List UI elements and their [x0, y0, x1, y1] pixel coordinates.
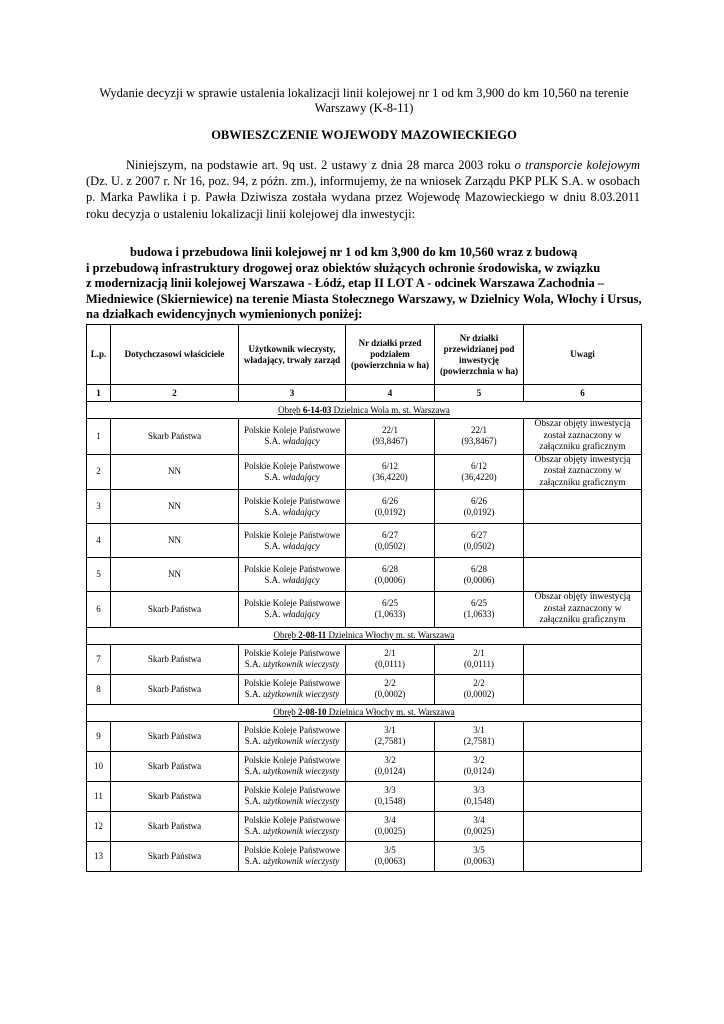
- cell-lp: 5: [87, 558, 111, 592]
- intro-text-2: (Dz. U. z 2007 r. Nr 16, poz. 94, z późn. zm.), informujemy, że na wniosek Zarządu PKP PLK S.A. w osobach p. Marka Pawlika i p. Pawła Dziwisza została wydana przez Wojewodę Mazowieckiego w dniu 8.03.2011 roku decyzja o ustaleniu lokalizacji linii kolejowej dla inwestycji:: [86, 174, 640, 221]
- table-row: [87, 751, 642, 781]
- cell-parcel-before: [346, 454, 435, 490]
- user-company: Polskie Koleje Państwowe: [244, 425, 340, 436]
- parcel-after-area: (0,0502): [463, 540, 495, 551]
- parcel-after-area: (0,0006): [463, 574, 495, 585]
- parcel-before-number: 3/1: [384, 725, 396, 735]
- parcel-before-area: (2,7581): [374, 736, 406, 746]
- parcel-after-area: (0,0124): [463, 766, 495, 776]
- parcel-after-area: (0,0063): [463, 856, 495, 866]
- table-row: [87, 781, 642, 811]
- cell-note: Obszar objęty inwestycją został zaznaczony w załączniku graficznym: [524, 454, 642, 490]
- cell-user: [239, 751, 346, 781]
- parcel-before-number: 6/25: [381, 598, 398, 609]
- cell-parcel-before: [346, 751, 435, 781]
- cell-parcel-after: [435, 841, 524, 871]
- user-company-suffix: S.A.: [264, 471, 281, 482]
- cell-owner: NN: [111, 524, 239, 558]
- header-line-1: Wydanie decyzji w sprawie ustalenia lokalizacji linii kolejowej nr 1 od km 3,900 do km 10,560 na terenie: [99, 86, 629, 100]
- user-company: Polskie Koleje Państwowe: [244, 460, 340, 471]
- user-company: Polskie Koleje Państwowe: [244, 563, 340, 574]
- user-company-suffix: S.A.: [264, 609, 281, 620]
- user-company: Polskie Koleje Państwowe: [244, 529, 340, 540]
- parcel-after-area: (2,7581): [463, 736, 495, 746]
- parcel-after-area: (36,4220): [461, 471, 497, 482]
- area-cell: [87, 627, 642, 644]
- user-role: użytkownik wieczysty: [263, 856, 340, 866]
- user-role-line: [239, 689, 345, 700]
- cell-owner: Skarb Państwa: [111, 644, 239, 674]
- subject-line-4: Miedniewice (Skierniewice) na terenie Miasta Stołecznego Warszawy, w Dzielnicy Wola, Włochy i Ursus,: [86, 291, 642, 306]
- parcel-after-area: (0,0192): [463, 506, 495, 517]
- cell-user: [239, 644, 346, 674]
- user-company-suffix: S.A.: [244, 856, 261, 866]
- parcel-after-number: 6/12: [470, 460, 487, 471]
- user-company: Polskie Koleje Państwowe: [244, 755, 340, 765]
- parcel-before-number: 3/2: [384, 755, 396, 765]
- area-cell: [87, 402, 642, 419]
- col-number: 4: [346, 385, 435, 402]
- parcel-after-number: 2/2: [473, 678, 485, 688]
- user-company-suffix: S.A.: [244, 796, 261, 806]
- table-header-row: [87, 325, 642, 385]
- cell-parcel-before: [346, 811, 435, 841]
- parcel-before-number: 3/3: [384, 785, 396, 795]
- cell-owner: Skarb Państwa: [111, 674, 239, 704]
- header-line-2: Warszawy (K-8-11): [314, 101, 414, 115]
- user-company: Polskie Koleje Państwowe: [244, 598, 340, 609]
- cell-parcel-before: [346, 781, 435, 811]
- area-district: Dzielnica Włochy m. st. Warszawa: [326, 707, 455, 717]
- table-row: [87, 674, 642, 704]
- user-role-line: [239, 472, 345, 483]
- header-lp: L.p.: [87, 325, 111, 385]
- user-role-line: [239, 796, 345, 807]
- parcel-before-number: 6/26: [381, 495, 398, 506]
- subject-line-3: z modernizacją linii kolejowej Warszawa - Łódź, etap II LOT A - odcinek Warszawa Zachodnia –: [86, 276, 605, 291]
- cell-parcel-after: [435, 490, 524, 524]
- parcel-before-area: (0,0192): [374, 506, 406, 517]
- user-role: użytkownik wieczysty: [263, 659, 340, 669]
- user-company-suffix: S.A.: [264, 436, 281, 447]
- parcel-after-number: 2/1: [473, 648, 485, 658]
- cell-note: [524, 721, 642, 751]
- user-company: Polskie Koleje Państwowe: [244, 678, 340, 688]
- document-header: [86, 86, 642, 116]
- user-company-suffix: S.A.: [264, 506, 281, 517]
- area-district: Dzielnica Wola m. st. Warszawa: [331, 404, 450, 415]
- cell-parcel-before: [346, 592, 435, 628]
- table-row: [87, 721, 642, 751]
- user-company: Polskie Koleje Państwowe: [244, 495, 340, 506]
- cell-parcel-before: [346, 721, 435, 751]
- area-prefix: Obręb: [278, 404, 303, 415]
- cell-parcel-after: [435, 558, 524, 592]
- user-role: użytkownik wieczysty: [263, 826, 340, 836]
- header-user: Użytkownik wieczysty, władający, trwały zarząd: [239, 325, 346, 385]
- user-role-line: [239, 609, 345, 620]
- header-owners: Dotychczasowi właściciele: [111, 325, 239, 385]
- parcel-before-area: (0,0006): [374, 574, 406, 585]
- header-parcel-after: Nr działki przewidzianej pod inwestycję (powierzchnia w ha): [435, 325, 524, 385]
- user-company-suffix: S.A.: [264, 540, 281, 551]
- area-cell: [87, 704, 642, 721]
- cell-owner: Skarb Państwa: [111, 419, 239, 455]
- cell-note: [524, 674, 642, 704]
- cell-parcel-after: [435, 644, 524, 674]
- cell-user: [239, 454, 346, 490]
- header-parcel-before: Nr działki przed podziałem (powierzchnia w ha): [346, 325, 435, 385]
- user-role: władający: [282, 574, 320, 585]
- area-code: 6-14-03: [302, 404, 332, 415]
- cell-note: [524, 841, 642, 871]
- col-number: 2: [111, 385, 239, 402]
- cell-owner: Skarb Państwa: [111, 592, 239, 628]
- cell-note: [524, 644, 642, 674]
- parcel-after-area: (0,1548): [463, 796, 495, 806]
- parcel-before-number: 3/4: [384, 815, 396, 825]
- user-role-line: [239, 541, 345, 552]
- user-company-suffix: S.A.: [244, 826, 261, 836]
- page-title: OBWIESZCZENIE WOJEWODY MAZOWIECKIEGO: [211, 128, 517, 142]
- cell-parcel-after: [435, 751, 524, 781]
- cell-user: [239, 674, 346, 704]
- cell-parcel-before: [346, 841, 435, 871]
- parcel-after-number: 6/25: [470, 598, 487, 609]
- parcel-before-area: (0,0111): [374, 659, 406, 669]
- subject-line-5: na działkach ewidencyjnych wymienionych poniżej:: [86, 307, 363, 322]
- cell-user: [239, 811, 346, 841]
- col-number: 5: [435, 385, 524, 402]
- parcel-before-number: 6/28: [381, 563, 398, 574]
- cell-user: [239, 490, 346, 524]
- user-company: Polskie Koleje Państwowe: [244, 815, 340, 825]
- table-row: [87, 490, 642, 524]
- cell-note: [524, 490, 642, 524]
- cell-owner: NN: [111, 490, 239, 524]
- table-row: [87, 811, 642, 841]
- cell-user: [239, 721, 346, 751]
- cell-parcel-before: [346, 490, 435, 524]
- user-company: Polskie Koleje Państwowe: [244, 845, 340, 855]
- cell-lp: 11: [87, 781, 111, 811]
- user-role: władający: [282, 436, 320, 447]
- area-row: [87, 704, 642, 721]
- cell-user: [239, 558, 346, 592]
- user-role-line: [239, 826, 345, 837]
- parcel-before-area: (0,0124): [374, 766, 406, 776]
- cell-note: [524, 558, 642, 592]
- user-company-suffix: S.A.: [244, 766, 261, 776]
- cell-parcel-after: [435, 524, 524, 558]
- subject-line-2: i przebudową infrastruktury drogowej oraz obiektów służących ochronie środowiska, w związku: [86, 260, 601, 275]
- user-company-suffix: S.A.: [244, 659, 261, 669]
- parcel-after-area: (93,8467): [461, 436, 497, 447]
- header-notes: Uwagi: [524, 325, 642, 385]
- area-prefix: Obręb: [273, 707, 299, 717]
- table-row: [87, 419, 642, 455]
- cell-lp: 1: [87, 419, 111, 455]
- table-body: [87, 402, 642, 872]
- parcel-after-number: 6/28: [470, 563, 487, 574]
- cell-lp: 9: [87, 721, 111, 751]
- parcel-before-area: (93,8467): [372, 436, 408, 447]
- area-row: [87, 627, 642, 644]
- cell-owner: Skarb Państwa: [111, 841, 239, 871]
- cell-note: [524, 524, 642, 558]
- cell-lp: 4: [87, 524, 111, 558]
- cell-parcel-after: [435, 454, 524, 490]
- cell-owner: Skarb Państwa: [111, 811, 239, 841]
- cell-note: [524, 811, 642, 841]
- cell-parcel-before: [346, 524, 435, 558]
- parcel-before-area: (0,0002): [374, 689, 406, 699]
- cell-lp: 2: [87, 454, 111, 490]
- parcel-after-number: 3/3: [473, 785, 485, 795]
- column-number-row: [87, 385, 642, 402]
- cell-parcel-after: [435, 721, 524, 751]
- user-company: Polskie Koleje Państwowe: [244, 725, 340, 735]
- parcel-before-area: (0,0025): [374, 826, 406, 836]
- table-row: [87, 592, 642, 628]
- cell-owner: NN: [111, 454, 239, 490]
- user-company-suffix: S.A.: [244, 736, 261, 746]
- cell-owner: Skarb Państwa: [111, 751, 239, 781]
- user-role: władający: [282, 506, 320, 517]
- table-row: [87, 841, 642, 871]
- parcel-before-number: 2/2: [384, 678, 396, 688]
- parcel-before-area: (1,0633): [374, 609, 406, 620]
- cell-parcel-after: [435, 781, 524, 811]
- parcel-after-area: (0,0025): [463, 826, 495, 836]
- cell-owner: Skarb Państwa: [111, 721, 239, 751]
- parcel-after-number: 6/26: [470, 495, 487, 506]
- cell-user: [239, 781, 346, 811]
- parcel-after-number: 3/5: [473, 845, 485, 855]
- cell-lp: 10: [87, 751, 111, 781]
- user-company-suffix: S.A.: [244, 689, 261, 699]
- table-row: [87, 454, 642, 490]
- cell-lp: 6: [87, 592, 111, 628]
- parcels-table: [86, 324, 642, 872]
- parcel-before-number: 6/27: [381, 529, 398, 540]
- user-role-line: [239, 856, 345, 867]
- cell-user: [239, 841, 346, 871]
- cell-note: Obszar objęty inwestycją został zaznaczony w załączniku graficznym: [524, 592, 642, 628]
- parcel-before-area: (0,1548): [374, 796, 406, 806]
- cell-parcel-after: [435, 592, 524, 628]
- cell-note: [524, 751, 642, 781]
- parcel-before-number: 3/5: [384, 845, 396, 855]
- area-prefix: Obręb: [273, 630, 299, 640]
- cell-note: [524, 781, 642, 811]
- cell-user: [239, 524, 346, 558]
- parcel-after-number: 3/4: [473, 815, 485, 825]
- area-district: Dzielnica Włochy m. st. Warszawa: [326, 630, 455, 640]
- user-role: użytkownik wieczysty: [263, 766, 340, 776]
- table-row: [87, 644, 642, 674]
- cell-user: [239, 592, 346, 628]
- parcel-before-area: (0,0063): [374, 856, 406, 866]
- area-code: 2-08-11: [298, 630, 327, 640]
- table-row: [87, 558, 642, 592]
- user-role: władający: [282, 609, 320, 620]
- subject-line-1: budowa i przebudowa linii kolejowej nr 1 od km 3,900 do km 10,560 wraz z budową: [130, 245, 578, 259]
- user-role: użytkownik wieczysty: [263, 736, 340, 746]
- col-number: 1: [87, 385, 111, 402]
- cell-parcel-after: [435, 811, 524, 841]
- cell-parcel-before: [346, 419, 435, 455]
- parcel-before-number: 2/1: [384, 648, 396, 658]
- intro-text-1: Niniejszym, na podstawie art. 9q ust. 2 ustawy z dnia 28 marca 2003 roku: [126, 158, 515, 172]
- user-role: władający: [282, 540, 320, 551]
- intro-paragraph: [86, 157, 640, 222]
- parcel-before-number: 6/12: [381, 460, 398, 471]
- col-number: 6: [524, 385, 642, 402]
- parcel-after-number: 22/1: [470, 425, 487, 436]
- cell-lp: 12: [87, 811, 111, 841]
- cell-lp: 3: [87, 490, 111, 524]
- parcel-before-area: (36,4220): [372, 471, 408, 482]
- user-role-line: [239, 766, 345, 777]
- area-label: [274, 630, 455, 640]
- cell-owner: NN: [111, 558, 239, 592]
- user-role: użytkownik wieczysty: [263, 689, 340, 699]
- parcel-before-area: (0,0502): [374, 540, 406, 551]
- cell-user: [239, 419, 346, 455]
- parcel-after-number: 3/1: [473, 725, 485, 735]
- cell-note: Obszar objęty inwestycją został zaznaczony w załączniku graficznym: [524, 419, 642, 455]
- area-code: 2-08-10: [298, 707, 327, 717]
- cell-lp: 13: [87, 841, 111, 871]
- user-role-line: [239, 507, 345, 518]
- cell-parcel-before: [346, 558, 435, 592]
- parcel-after-area: (1,0633): [463, 609, 495, 620]
- user-company-suffix: S.A.: [264, 574, 281, 585]
- cell-parcel-before: [346, 644, 435, 674]
- table-row: [87, 524, 642, 558]
- cell-parcel-after: [435, 419, 524, 455]
- intro-italic: o transporcie kolejowym: [514, 158, 640, 172]
- user-role-line: [239, 659, 345, 670]
- user-role: użytkownik wieczysty: [263, 796, 340, 806]
- col-number: 3: [239, 385, 346, 402]
- parcel-after-number: 6/27: [470, 529, 487, 540]
- area-label: [273, 707, 454, 717]
- area-label: [278, 405, 450, 415]
- cell-parcel-after: [435, 674, 524, 704]
- area-row: [87, 402, 642, 419]
- user-role-line: [239, 575, 345, 586]
- cell-owner: Skarb Państwa: [111, 781, 239, 811]
- user-role: władający: [282, 471, 320, 482]
- user-role-line: [239, 736, 345, 747]
- user-role-line: [239, 436, 345, 447]
- investment-subject: [86, 245, 642, 323]
- cell-lp: 7: [87, 644, 111, 674]
- user-company: Polskie Koleje Państwowe: [244, 785, 340, 795]
- user-company: Polskie Koleje Państwowe: [244, 648, 340, 658]
- parcel-after-number: 3/2: [473, 755, 485, 765]
- parcel-after-area: (0,0002): [463, 689, 495, 699]
- cell-lp: 8: [87, 674, 111, 704]
- cell-parcel-before: [346, 674, 435, 704]
- parcel-before-number: 22/1: [381, 425, 398, 436]
- parcel-after-area: (0,0111): [463, 659, 495, 669]
